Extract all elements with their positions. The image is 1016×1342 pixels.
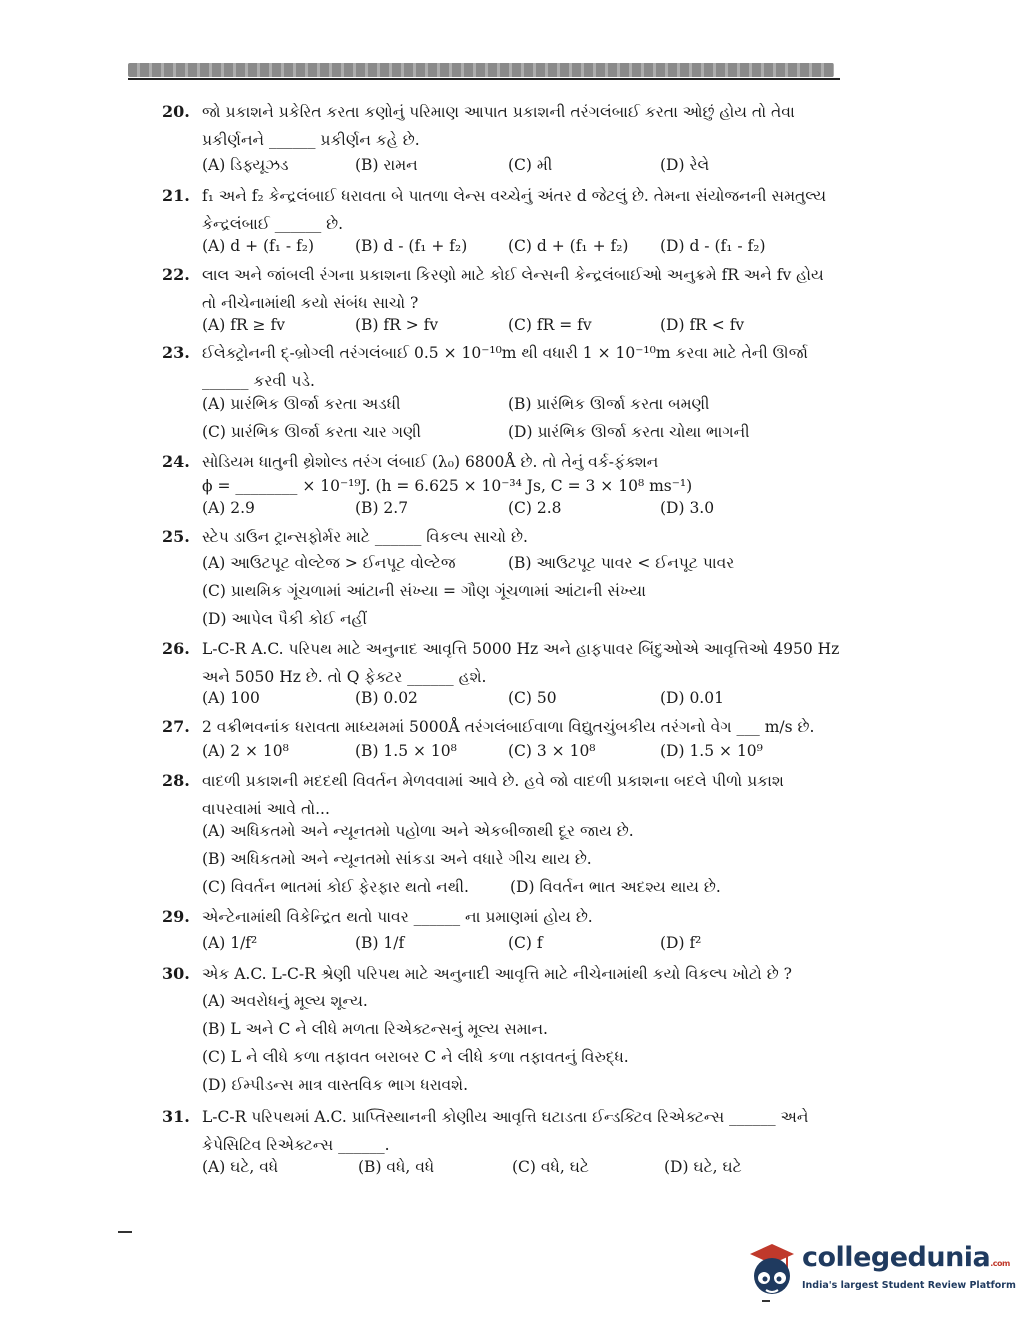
option-c: (C) f	[508, 934, 543, 952]
option-d: (D) ઈમ્પીડન્સ માત્ર વાસ્તવિક ભાગ ધરાવશે.	[202, 1076, 469, 1094]
question-number: 30.	[162, 964, 190, 983]
question-text: 2 વક્રીભવનાંક ધરાવતા માધ્યમમાં 5000Å તરંગલંબાઈવાળા વિદ્યુતચુંબકીય તરંગનો વેગ ___ m/s છે.	[202, 718, 815, 736]
option-c: (C) fR = fv	[508, 316, 592, 334]
question-text: સોડિયમ ધાતુની થ્રેશોલ્ડ તરંગ લંબાઈ (λ₀) 6800Å છે. તો તેનું વર્ક-ફંક્શન	[202, 453, 659, 471]
question-number: 29.	[162, 907, 190, 926]
option-d: (D) વિવર્તન ભાત અદશ્ય થાય છે.	[510, 878, 721, 896]
option-c: (C) મી	[508, 156, 553, 174]
option-a: (A) ડિફ્યૂઝડ	[202, 156, 289, 174]
option-d: (D) પ્રારંભિક ઊર્જા કરતા ચોથા ભાગની	[508, 423, 750, 441]
option-d: (D) f²	[660, 934, 702, 952]
option-c: (C) L ને લીધે કળા તફાવત બરાબર C ને લીધે કળા તફાવતનું વિરુદ્ધ.	[202, 1048, 629, 1066]
question-number: 22.	[162, 265, 190, 284]
scan-mark	[118, 1231, 132, 1233]
question-text: લાલ અને જાંબલી રંગના પ્રકાશના કિરણો માટે કોઈ લેન્સની કેન્દ્રલંબાઈઓ અનુક્રમે fR અને fv હોય તો નીચેનામાંથી કયો સંબંધ સાચો ?	[202, 266, 824, 312]
option-b: (B) પ્રારંભિક ઊર્જા કરતા બમણી	[508, 395, 710, 413]
option-b: (B) 1.5 × 10⁸	[355, 742, 457, 760]
option-b: (B) 0.02	[355, 689, 418, 707]
option-b: (B) અધિકતમો અને ન્યૂનતમો સાંકડા અને વધારે ગીચ થાય છે.	[202, 850, 592, 868]
question-text: એક A.C. L-C-R શ્રેણી પરિપથ માટે અનુનાદી આવૃત્તિ માટે નીચેનામાંથી કયો વિકલ્પ ખોટો છે ?	[202, 965, 792, 983]
option-d: (D) 3.0	[660, 499, 715, 517]
question-number: 31.	[162, 1107, 190, 1126]
logo-wordmark: collegedunia.com	[802, 1242, 1010, 1273]
option-c: (C) d + (f₁ + f₂)	[508, 237, 629, 255]
question-text: એન્ટેનામાંથી વિકેન્દ્રિત થતો પાવર ______ ના પ્રમાણમાં હોય છે.	[202, 908, 593, 926]
collegedunia-logo	[742, 1238, 1016, 1302]
option-a: (A) ઘટે, વધે	[202, 1158, 279, 1176]
question-text: સ્ટેપ ડાઉન ટ્રાન્સફોર્મર માટે ______ વિકલ્પ સાચો છે.	[202, 528, 528, 546]
option-b: (B) 2.7	[355, 499, 409, 517]
question-formula: ϕ = ________ × 10⁻¹⁹J. (h = 6.625 × 10⁻³⁴ Js, C = 3 × 10⁸ ms⁻¹)	[202, 477, 693, 495]
header-rule	[128, 78, 840, 80]
logo-tagline: India's largest Student Review Platform	[802, 1280, 1016, 1291]
option-a: (A) અધિકતમો અને ન્યૂનતમો પહોળા અને એકબીજાથી દૂર જાય છે.	[202, 822, 634, 840]
option-a: (A) 2.9	[202, 499, 255, 517]
option-a: (A) 100	[202, 689, 260, 707]
option-c: (C) 3 × 10⁸	[508, 742, 596, 760]
option-b: (B) fR > fv	[355, 316, 439, 334]
option-a: (A) અવરોધનું મૂલ્ય શૂન્ય.	[202, 992, 368, 1010]
option-b: (B) આઉટપૂટ પાવર < ઈનપૂટ પાવર	[508, 554, 735, 572]
question-number: 21.	[162, 186, 190, 205]
option-c: (C) પ્રાથમિક ગૂંચળામાં આંટાની સંખ્યા = ગૌણ ગૂંચળામાં આંટાની સંખ્યા	[202, 582, 646, 600]
question-text: f₁ અને f₂ કેન્દ્રલંબાઈ ધરાવતા બે પાતળા લેન્સ વચ્ચેનું અંતર d જેટલું છે. તેમના સંયોજનની સમતુલ્ય કેન્દ્રલંબાઈ ______ છે.	[202, 187, 827, 233]
option-d: (D) રેલે	[660, 156, 710, 174]
option-d: (D) ઘટે, ઘટે	[664, 1158, 742, 1176]
option-b: (B) d - (f₁ + f₂)	[355, 237, 468, 255]
option-a: (A) પ્રારંભિક ઊર્જા કરતા અડધી	[202, 395, 401, 413]
option-d: (D) 0.01	[660, 689, 724, 707]
option-b: (B) 1/f	[355, 934, 405, 952]
option-d: (D) આપેલ પૈકી કોઈ નહીં	[202, 610, 367, 628]
option-c: (C) વિવર્તન ભાતમાં કોઈ ફેરફાર થતો નથી.	[202, 878, 469, 896]
option-a: (A) 2 × 10⁸	[202, 742, 289, 760]
option-c: (C) 2.8	[508, 499, 562, 517]
option-a: (A) d + (f₁ - f₂)	[202, 237, 315, 255]
option-d: (D) fR < fv	[660, 316, 745, 334]
question-text: વાદળી પ્રકાશની મદદથી વિવર્તન મેળવવામાં આવે છે. હવે જો વાદળી પ્રકાશના બદલે પીળો પ્રકાશ વાપરવામાં આવે તો...	[202, 772, 784, 818]
question-number: 28.	[162, 771, 190, 790]
question-text: ઈલેક્ટ્રોનની દ્-બ્રોગ્લી તરંગલંબાઈ 0.5 × 10⁻¹⁰m થી વધારી 1 × 10⁻¹⁰m કરવા માટે તેની ઊર્જા ______ કરવી પડે.	[202, 344, 808, 390]
question-text: L-C-R A.C. પરિપથ માટે અનુનાદ આવૃત્તિ 5000 Hz અને હાફપાવર બિંદુઓએ આવૃત્તિઓ 4950 Hz અને 5050 Hz છે. તો Q ફેક્ટર ______ હશે.	[202, 640, 840, 686]
option-c: (C) 50	[508, 689, 557, 707]
mascot-icon	[742, 1238, 800, 1300]
question-number: 24.	[162, 452, 190, 471]
question-number: 20.	[162, 102, 190, 121]
question-number: 23.	[162, 343, 190, 362]
header-strip	[128, 63, 834, 77]
option-d: (D) 1.5 × 10⁹	[660, 742, 763, 760]
question-number: 27.	[162, 717, 190, 736]
option-b: (B) L અને C ને લીધે મળતા રિએક્ટન્સનું મૂલ્ય સમાન.	[202, 1020, 548, 1038]
question-text: L-C-R પરિપથમાં A.C. પ્રાપ્તિસ્થાનની કોણીય આવૃત્તિ ઘટાડતા ઈન્ડક્ટિવ રિએક્ટન્સ ______ અને કેપેસિટિવ રિએક્ટન્સ ______.	[202, 1108, 809, 1154]
option-a: (A) આઉટપૂટ વોલ્ટેજ > ઈનપૂટ વોલ્ટેજ	[202, 554, 456, 572]
option-c: (C) વધે, ઘટે	[512, 1158, 589, 1176]
option-b: (B) રામન	[355, 156, 418, 174]
option-a: (A) 1/f²	[202, 934, 258, 952]
question-number: 26.	[162, 639, 190, 658]
option-c: (C) પ્રારંભિક ઊર્જા કરતા ચાર ગણી	[202, 423, 421, 441]
question-number: 25.	[162, 527, 190, 546]
option-b: (B) વધે, વધે	[358, 1158, 435, 1176]
question-text: જો પ્રકાશને પ્રકેરિત કરતા કણોનું પરિમાણ આપાત પ્રકાશની તરંગલંબાઈ કરતા ઓછું હોય તો તેવા પ્રકીર્ણનને ______ પ્રકીર્ણન કહે છે.	[202, 103, 795, 149]
option-a: (A) fR ≥ fv	[202, 316, 285, 334]
option-d: (D) d - (f₁ - f₂)	[660, 237, 766, 255]
